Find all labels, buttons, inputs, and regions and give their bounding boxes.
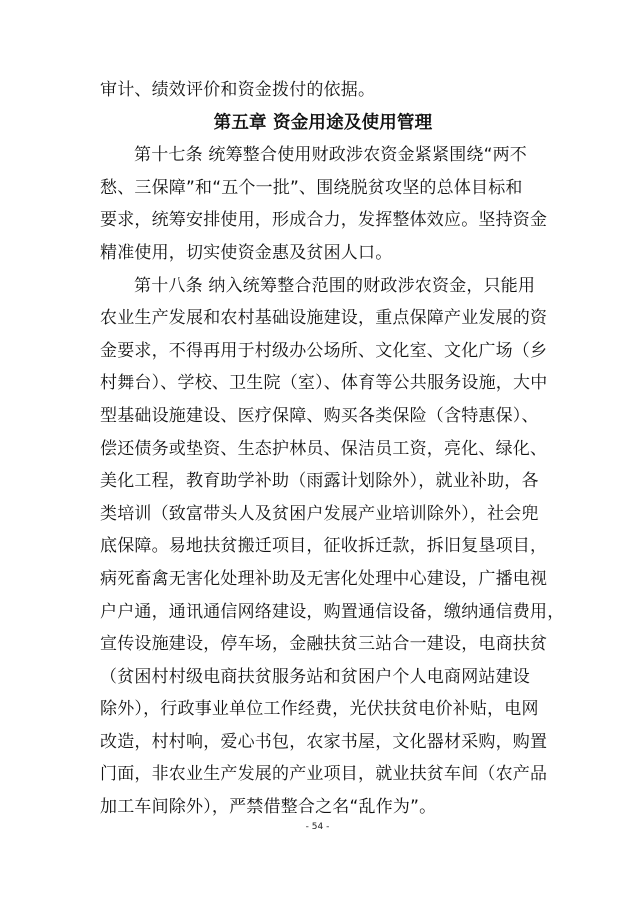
- page-number: - 54 -: [305, 822, 330, 832]
- article-17-line: 第十七条 统筹整合使用财政涉农资金紧紧围绕“两不: [134, 145, 528, 166]
- document-body: [100, 74, 565, 824]
- chapter-heading: 第五章 资金用途及使用管理: [213, 112, 433, 133]
- body-line: 精准使用，切实使资金惠及贫困人口。: [100, 242, 393, 263]
- body-line: 除外），行政事业单位工作经费，光伏扶贫电价补贴，电网: [100, 699, 539, 720]
- body-line: 审计、绩效评价和资金拨付的依据。: [100, 80, 376, 100]
- body-line: 加工车间除外），严禁借整合之名“乱作为”。: [100, 797, 437, 818]
- body-line: 偿还债务或垫资、生态护林员、保洁员工资，亮化、绿化、: [100, 438, 548, 459]
- body-line: 型基础设施建设、医疗保障、购买各类保险（含特惠保）、: [100, 405, 539, 426]
- body-line: 户户通，通讯通信网络建设，购置通信设备，缴纳通信费用，: [100, 601, 565, 622]
- body-line: 农业生产发展和农村基础设施建设，重点保障产业发展的资: [100, 308, 548, 329]
- body-line: 金要求，不得再用于村级办公场所、文化室、文化广场（乡: [100, 340, 548, 361]
- body-line: 宣传设施建设，停车场，金融扶贫三站合一建设，电商扶贫: [100, 634, 548, 655]
- body-line: 底保障。易地扶贫搬迁项目，征收拆迁款，拆旧复垦项目，: [100, 536, 548, 557]
- body-line: （贫困村村级电商扶贫服务站和贫困户个人电商网站建设: [100, 666, 530, 687]
- body-line: 改造，村村响，爱心书包，农家书屋，文化器材采购，购置: [100, 731, 548, 752]
- body-line: 要求，统筹安排使用，形成合力，发挥整体效应。坚持资金: [100, 210, 548, 231]
- body-line: 门面，非农业生产发展的产业项目，就业扶贫车间（农产品: [100, 764, 548, 785]
- body-line: 村舞台）、学校、卫生院（室）、体育等公共服务设施，大中: [100, 373, 548, 394]
- body-line: 愁、三保障”和“五个一批”、围绕脱贫攻坚的总体目标和: [100, 177, 523, 198]
- body-line: 美化工程，教育助学补助（雨露计划除外），就业补助，各: [100, 471, 539, 492]
- article-18-line: 第十八条 纳入统筹整合范围的财政涉农资金，只能用: [134, 275, 536, 296]
- body-line: 类培训（致富带头人及贫困户发展产业培训除外），社会兜: [100, 503, 539, 524]
- body-line: 病死畜禽无害化处理补助及无害化处理中心建设，广播电视: [100, 568, 548, 589]
